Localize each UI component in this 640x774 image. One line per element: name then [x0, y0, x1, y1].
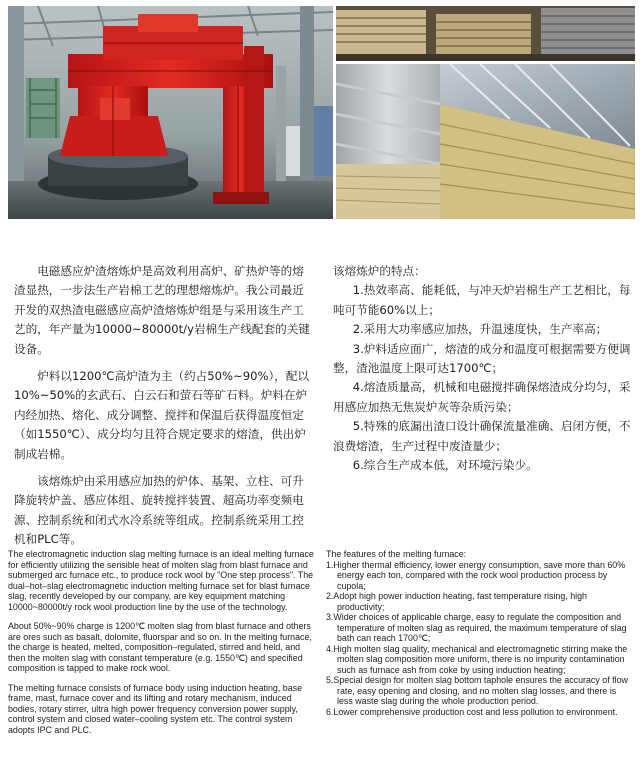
cn-feature-item: 5.特殊的底漏出渣口设计确保流量准确、启闭方便，不浪费熔渣，生产过程中废渣量少； [333, 419, 631, 453]
cn-feature-item: 2.采用大功率感应加热，升温速度快，生产率高； [352, 322, 608, 337]
panel-closeup-graphic [336, 64, 440, 219]
cn-intro-paragraph: 电磁感应炉渣熔炼炉是高效利用高炉、矿热炉等的熔渣显热，一步法生产岩棉工艺的理想熔炼炉。我公司最近开发的双热渣电磁感应高炉渣熔炼炉组是与采用该生产工艺的，年产量为10000~80000t/y岩棉生产线配套的关键设备。 [14, 264, 310, 356]
en-feature-item: 1.Higher thermal efficiency, lower energy consumption, save more than 60% energy each ton, compared with the rock wool production process by cupola; [326, 559, 626, 591]
cn-feature-item: 6.综合生产成本低，对环境污染少。 [352, 458, 538, 473]
en-feature-item: 3.Wider choices of applicable charge, easy to regulate the composition and temperature of molten slag as required, the maximum temperature of slag bath can reach 1700℃; [326, 612, 627, 643]
cn-charge-paragraph: 炉料以1200℃高炉渣为主（约占50%~90%），配以10%~50%的玄武石、白云石和萤石等矿石料。炉料在炉内经加热、熔化、成分调整、搅拌和保温后获得温度恒定（如1550℃）、成分均匀且符合规定要求的熔渣，供出炉制成岩棉。 [14, 369, 310, 461]
cn-feature-item: 4.熔渣质量高，机械和电磁搅拌确保熔渣成分均匀，采用感应加热无焦炭炉灰等杂质污染； [333, 380, 631, 414]
en-features-column [326, 549, 634, 717]
cn-features-column [333, 262, 633, 475]
furnace-photo-graphic [8, 6, 333, 219]
stacked-rock-wool-panels-photo [336, 6, 635, 61]
en-feature-item: 5.Special design for molten slag bottom taphole ensures the accuracy of flow rate, easy opening and closing, and no molten slag losses, and there is less waste slag during the whole production period. [326, 675, 628, 706]
en-feature-item: 6.Lower comprehensive production cost and less pollution to environment. [326, 706, 618, 717]
cn-description-column [14, 262, 314, 550]
en-features-title: The features of the melting furnace: [326, 549, 467, 559]
en-description-column [8, 549, 318, 735]
en-composition-paragraph: The melting furnace consists of furnace body using induction heating, base frame, mast, furnace cover and its lifting and rotary mechanism, induced bodies, rotary stirrer, ultra high power frequency conversion power supply, control system and closed water–cooling system etc. The control system adopts IPC and PLC. [8, 682, 303, 735]
cn-feature-item: 3.炉料适应面广，熔渣的成分和温度可根据需要方便调整，渣池温度上限可达1700℃； [333, 341, 631, 376]
cn-features-title: 该熔炼炉的特点： [333, 264, 426, 278]
cn-feature-item: 1.热效率高、能耗低，与冲天炉岩棉生产工艺相比，每吨可节能60%以上； [333, 283, 631, 317]
sandwich-panel-graphic [440, 64, 635, 219]
cn-composition-paragraph: 该熔炼炉由采用感应加热的炉体、基架、立柱、可升降旋转炉盖、感应体组、旋转搅拌装置、超高功率变频电源、控制系统和闭式水冷系统等组成。控制系统采用工控机和PLC等。 [14, 474, 304, 547]
induction-slag-furnace-photo [8, 6, 333, 219]
en-charge-paragraph: About 50%~90% charge is 1200℃ molten slag from blast furnace and others are ores such as basalt, dolomite, fluorspar and so on. In the melting furnace, the charge is heated, melted, composition–regulated, stirred and held, and then the molten slag with constant temperature (e.g. 1550℃) and specified composition is tapped to make rock wool. [8, 621, 312, 673]
rock-wool-sandwich-panel-photo [440, 64, 635, 219]
en-intro-paragraph: The electromagnetic induction slag melting furnace is an ideal melting furnace for efficiently utilizing the sensible heat of molten slag from blast furnace and submerged arc furnace etc., to produce rock wool by "One step process". The dual–hot–slag electromagnetic induction melting furnace set for blast furnace slag, recently developed by our company, are key equipment matching 10000~80000t/y rock wool production line by the use of the technology. [8, 549, 314, 612]
en-feature-item: 4.High molten slag quality, mechanical and electromagnetic stirring make the molten slag composition more uniform, there is no impurity contamination such as furnace ash from coke by using induction heating; [326, 643, 628, 675]
en-feature-item: 2.Adopt high power induction heating, fast temperature rising, high productivity; [326, 591, 587, 612]
rock-wool-panel-closeup-photo [336, 64, 440, 219]
stack-photo-graphic [336, 6, 635, 61]
